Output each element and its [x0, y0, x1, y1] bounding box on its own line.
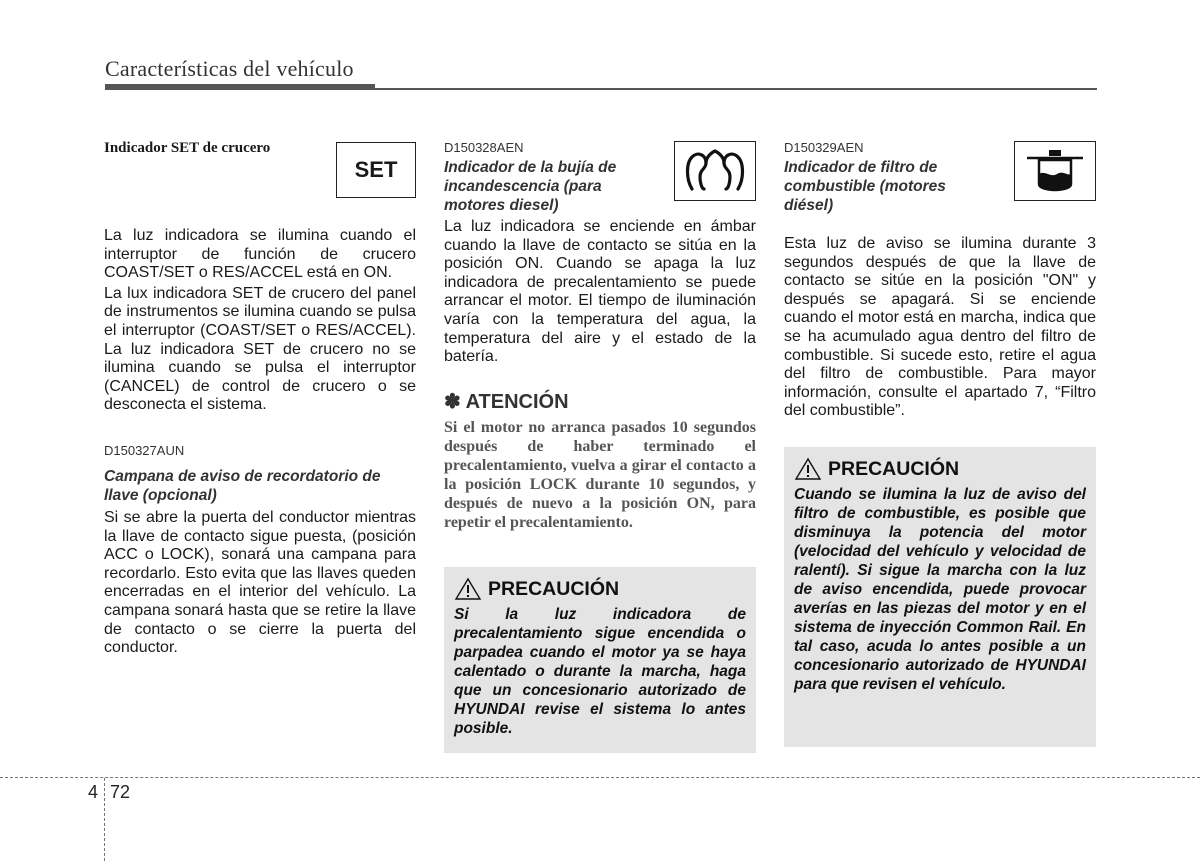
paragraph-set-1: La luz indicadora se ilumina cuando el interruptor de función de crucero COAST/SET o RES/ACCEL está en ON.	[104, 227, 416, 282]
caution-box-fuel-filter	[784, 447, 1096, 747]
glow-plug-icon	[674, 141, 756, 201]
paragraph-fuel-filter: Esta luz de aviso se ilumina durante 3 segundos después de que la llave de contacto se sitúe en la posición "ON" y después se apagará. Si se enciende cuando el motor está en marcha, indica que se ha acumulado agua dentro del filtro de combustible. Si sucede esto, retire el agua del filtro de combustible. Para mayor información, consulte el apartado 7, “Filtro del combustible”.	[784, 235, 1096, 420]
fuel-filter-icon	[1014, 141, 1096, 201]
caution-title: PRECAUCIÓN	[488, 577, 620, 600]
page-header-title: Características del vehículo	[105, 56, 354, 81]
section-code-glow-plug: D150328AEN	[444, 140, 524, 155]
warning-triangle-icon	[794, 457, 822, 481]
section-heading-glow-plug: Indicador de la bujía de incandescencia (para motores diesel)	[444, 159, 617, 214]
set-indicator-label: SET	[354, 157, 398, 182]
footer-divider	[0, 777, 1200, 778]
page-number: 72	[110, 782, 131, 802]
caution-text-glow-plug: Si la luz indicadora de precalentamiento sigue encendida o parpadea cuando el motor ya se haya calentado o durante la marcha, haga que un concesionario autorizado de HYUNDAI revise el sistema lo antes posible.	[454, 606, 746, 737]
set-indicator-icon	[336, 142, 416, 198]
column-1	[104, 140, 416, 658]
section-heading-fuel-filter: Indicador de filtro de combustible (motores diésel)	[784, 159, 946, 214]
section-code-fuel-filter: D150329AEN	[784, 140, 864, 155]
section-code-key-chime: D150327AUN	[104, 442, 185, 458]
section-heading-set: Indicador SET de crucero	[104, 140, 271, 156]
paragraph-key-chime: Si se abre la puerta del conductor mientras la llave de contacto sigue puesta, (posición ACC o LOCK), sonará una campana para recordarlo. Esto evita que las llaves queden encerradas en el interior del vehículo. La campana sonará hasta que se retire la llave de contacto o se cierre la puerta del conductor.	[104, 508, 416, 657]
footer-vertical-divider	[104, 778, 105, 861]
paragraph-set-2: La lux indicadora SET de crucero del panel de instrumentos se ilumina cuando se pulsa el interruptor (COAST/SET o RES/ACCEL). La luz indicadora SET de crucero no se ilumina cuando se pulsa el interruptor (CANCEL) de control de crucero o se desconecta el sistema.	[104, 284, 416, 414]
section-number: 4	[88, 782, 99, 802]
caution-text-fuel-filter: Cuando se ilumina la luz de aviso del filtro de combustible, es posible que disminuya la potencia del motor (velocidad del vehículo y velocidad de ralentí). Si sigue la marcha con la luz de aviso encendida, puede provocar averías en las piezas del motor y en el sistema de inyección Common Rail. En tal caso, acuda lo antes posible a un concesionario autorizado de HYUNDAI para que revisen el vehículo.	[794, 486, 1086, 693]
caution-title: PRECAUCIÓN	[828, 457, 960, 480]
caution-box-glow-plug	[444, 567, 756, 753]
section-heading-key-chime: Campana de aviso de recordatorio de llave (opcional)	[104, 467, 381, 504]
atencion-heading: ✽ ATENCIÓN	[444, 390, 569, 413]
header-bar	[105, 84, 375, 90]
warning-triangle-icon	[454, 577, 482, 601]
paragraph-glow-plug: La luz indicadora se enciende en ámbar cuando la llave de contacto se sitúa en la posición ON. Cuando se apaga la luz indicadora de precalentamiento se puede arrancar el motor. El tiempo de iluminación varía con la temperatura del agua, la temperatura del aire y el estado de la batería.	[444, 218, 756, 366]
header-rule	[375, 88, 1097, 90]
atencion-text: Si el motor no arranca pasados 10 segundos después de haber terminado el precalentamiento, vuelva a girar el contacto a la posición LOCK durante 10 segundos, y después de nuevo a la posición ON, para repetir el precalentamiento.	[444, 418, 756, 531]
